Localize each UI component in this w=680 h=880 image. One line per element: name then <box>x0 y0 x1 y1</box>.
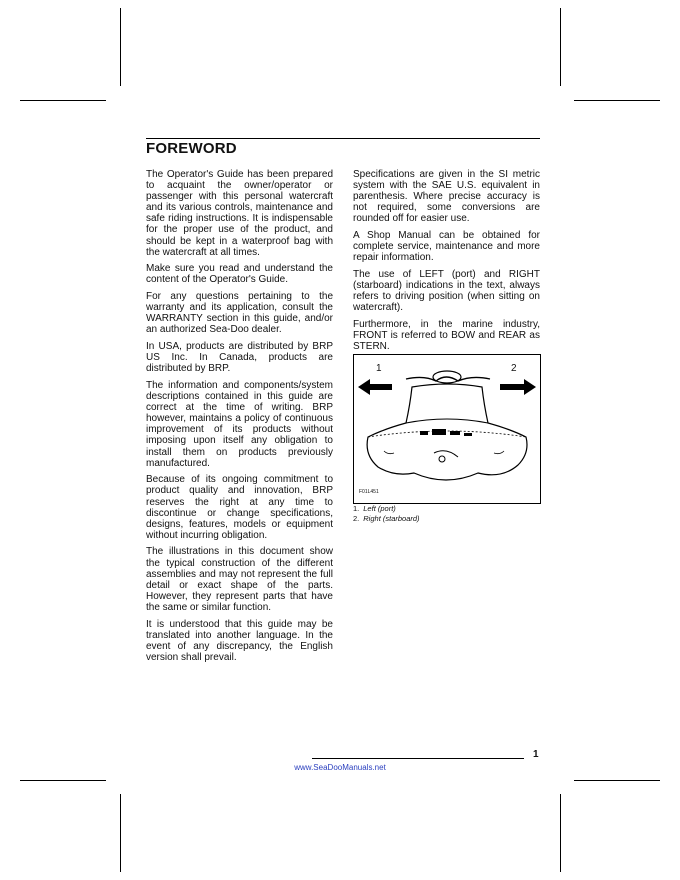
paragraph: The Operator's Guide has been prepared to acquaint the owner/operator or passenger with this personal watercraft and its various controls, maintenance and safe riding instructions. It is indispensable for the proper use of the product, and should be kept in a waterproof bag with the watercraft at all times. <box>146 169 333 258</box>
watercraft-figure <box>353 354 541 504</box>
paragraph: The illustrations in this document show the typical construction of the different assemblies and may not represent the full detail or exact shape of the parts. However, they represent parts that have the same or similar function. <box>146 546 333 613</box>
crop-mark <box>574 780 660 781</box>
page-number: 1 <box>533 749 539 760</box>
page-title: FOREWORD <box>146 140 237 157</box>
footer-rule <box>312 758 524 759</box>
paragraph: Make sure you read and understand the content of the Operator's Guide. <box>146 263 333 286</box>
crop-mark <box>120 794 121 872</box>
caption-item: 1. Left (port) <box>353 504 396 513</box>
paragraph: A Shop Manual can be obtained for complete service, maintenance and more repair information. <box>353 230 540 264</box>
left-column <box>146 169 333 669</box>
footer-website-link[interactable]: www.SeaDooManuals.net <box>294 763 386 772</box>
figure-label-right: 2 <box>511 363 517 374</box>
paragraph: It is understood that this guide may be translated into another language. In the event of any discrepancy, the English version shall prevail. <box>146 618 333 663</box>
left-arrow-icon <box>358 379 392 395</box>
caption-item: 2. Right (starboard) <box>353 513 420 523</box>
title-rule <box>146 138 540 139</box>
crop-mark <box>560 794 561 872</box>
figure-code: F01L451 <box>359 489 379 495</box>
paragraph: In USA, products are distributed by BRP US Inc. In Canada, products are distributed by BRP. <box>146 341 333 375</box>
paragraph: The use of LEFT (port) and RIGHT (starboard) indications in the text, always refers to driving position (when sitting on watercraft). <box>353 268 540 314</box>
figure-captions <box>353 504 420 523</box>
crop-mark <box>20 100 106 101</box>
handlebar-shape <box>406 377 490 381</box>
right-column <box>353 169 540 358</box>
paragraph: Because of its ongoing commitment to product quality and innovation, BRP reserves the right at any time to discontinue or change specifications, designs, features, models or equipment without incurring obligation. <box>146 474 333 541</box>
paragraph: The information and components/system descriptions contained in this guide are correct at the time of writing. BRP however, maintains a policy of continuous improvement of its products without imposing upon itself any obligation to install them on products previously manufactured. <box>146 379 333 469</box>
paragraph: For any questions pertaining to the warranty and its application, consult the WARRANTY section in this guide, and/or an authorized Sea-Doo dealer. <box>146 291 333 336</box>
paragraph: Specifications are given in the SI metric system with the SAE U.S. equivalent in parenthesis. Where precise accuracy is not required, some conversions are rounded off for easier use. <box>353 169 540 225</box>
crop-mark <box>574 100 660 101</box>
right-arrow-icon <box>500 379 536 395</box>
crop-mark <box>20 780 106 781</box>
crop-mark <box>560 8 561 86</box>
paragraph: Furthermore, in the marine industry, FRONT is referred to BOW and REAR as STERN. <box>353 318 540 353</box>
figure-label-left: 1 <box>376 363 382 374</box>
hull-outline <box>367 384 527 480</box>
crop-mark <box>120 8 121 86</box>
watercraft-illustration <box>354 355 540 503</box>
